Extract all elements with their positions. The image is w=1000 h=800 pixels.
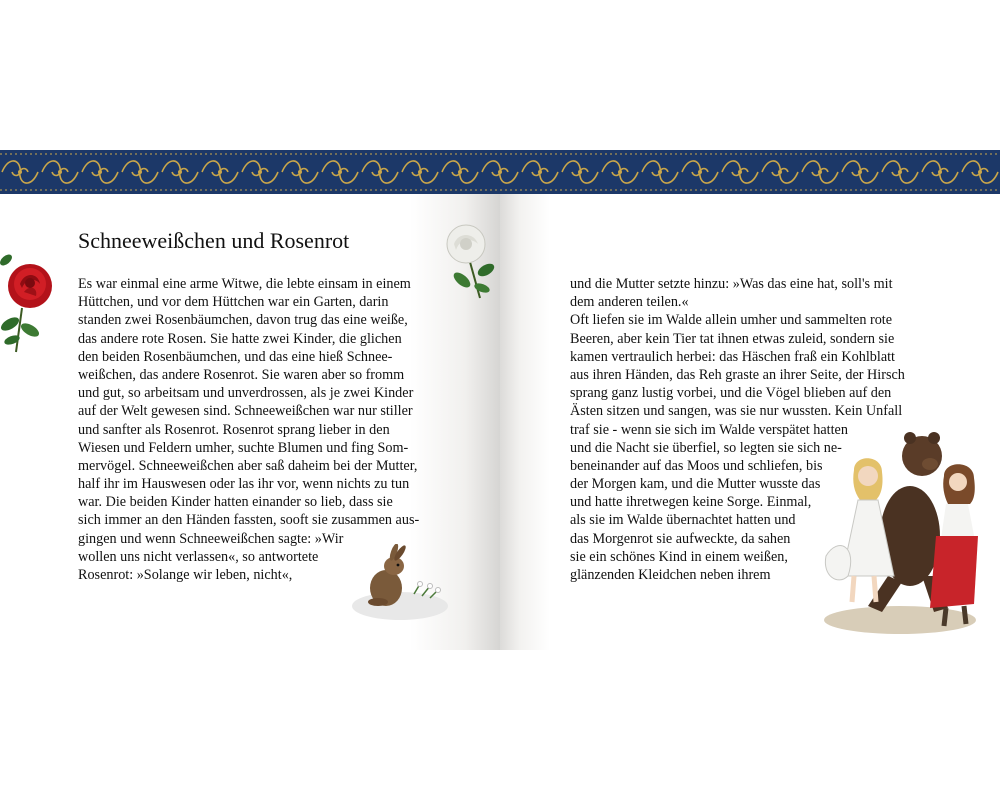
text-line: das Morgenrot sie aufweckte, da sahen xyxy=(570,530,791,547)
text-line: sich immer an den Händen fassten, sooft sie zusammen aus- xyxy=(78,512,420,529)
text-line: war. Die beiden Kinder hatten einander so lieb, dass sie xyxy=(78,494,393,511)
text-line: traf sie - wenn sie sich im Walde verspätet hatten xyxy=(570,421,848,438)
text-line: dem anderen teilen.« xyxy=(570,294,689,311)
left-page-text xyxy=(78,275,419,584)
text-line: das andere rote Rosen. Sie hatte zwei Kinder, die glichen xyxy=(78,330,402,347)
text-line: Rosenrot: »Solange wir leben, nicht«, xyxy=(78,567,293,583)
text-line: glänzenden Kleidchen neben ihrem xyxy=(570,567,771,583)
text-line: und sanfter als Rosenrot. Rosenrot sprang lieber in den xyxy=(78,421,390,438)
text-line: beneinander auf das Moos und schliefen, bis xyxy=(570,457,823,474)
text-line: Beeren, aber kein Tier tat ihnen etwas zuleid, sondern sie xyxy=(570,330,895,347)
text-line: und die Nacht sie überfiel, so legten sie sich ne- xyxy=(570,439,842,456)
rabbit-illustration xyxy=(350,544,454,622)
text-line: Es war einmal eine arme Witwe, die lebte einsam in einem xyxy=(78,276,411,292)
text-line: gingen und wenn Schneeweißchen sagte: »Wir xyxy=(78,530,344,547)
ornamental-border-band xyxy=(0,150,1000,194)
text-line: Hüttchen, und vor dem Hüttchen war ein Garten, darin xyxy=(78,294,389,311)
text-line: Wiesen und Feldern umher, suchte Blumen und fing Som- xyxy=(78,439,409,456)
text-line: den beiden Rosenbäumchen, und das eine hieß Schnee- xyxy=(78,348,393,365)
text-line: half ihr im Hauswesen oder las ihr vor, wenn nichts zu tun xyxy=(78,476,410,493)
text-line: und die Mutter setzte hinzu: »Was das eine hat, soll's mit xyxy=(570,276,893,292)
text-line: sprang ganz lustig vorbei, und die Vögel blieben auf den xyxy=(570,385,892,402)
text-line: Oft liefen sie im Walde allein umher und sammelten rote xyxy=(570,312,893,329)
white-rose-icon xyxy=(440,222,498,300)
text-line: standen zwei Rosenbäumchen, davon trug das eine weiße, xyxy=(78,312,408,329)
bear-and-girls-illustration xyxy=(818,426,978,638)
text-line: und gut, so arbeitsam und unverdrossen, als je zwei Kinder xyxy=(78,385,414,402)
text-line: aus ihren Händen, das Reh graste an ihrer Seite, der Hirsch xyxy=(570,366,905,383)
text-line: auf der Welt gewesen sind. Schneeweißchen war nur stiller xyxy=(78,403,413,420)
text-line: weißchen, das andere Rosenrot. Sie waren aber so fromm xyxy=(78,366,405,383)
text-line: als sie im Walde übernachtet hatten und xyxy=(570,512,796,529)
story-title: Schneeweißchen und Rosenrot xyxy=(78,228,350,253)
text-line: und hatte ihretwegen keine Sorge. Einmal, xyxy=(570,494,812,511)
red-rose-icon xyxy=(0,248,56,354)
text-line: der Morgen kam, und die Mutter wusste das xyxy=(570,476,821,493)
text-line: Ästen sitzen und sangen, was sie nur wussten. Kein Unfall xyxy=(570,403,903,420)
text-line: mervögel. Schneeweißchen aber saß daheim bei der Mutter, xyxy=(78,457,418,474)
text-line: kamen vertraulich herbei: das Häschen fraß ein Kohlblatt xyxy=(570,348,896,365)
text-line: sie ein schönes Kind in einem weißen, xyxy=(570,548,788,565)
gold-scroll-ornament xyxy=(0,150,1000,194)
text-line: wollen uns nicht verlassen«, so antwortete xyxy=(78,548,319,565)
